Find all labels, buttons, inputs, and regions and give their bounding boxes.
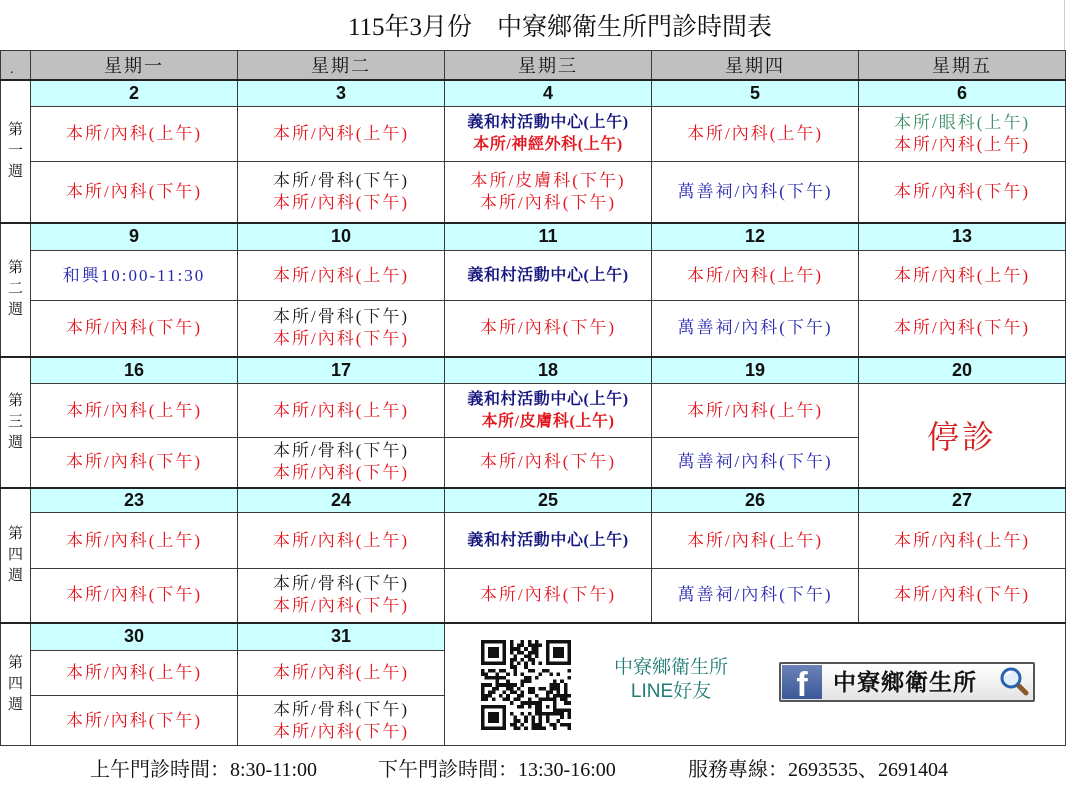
clinic-entry: 萬善祠/內科(下午)	[677, 452, 833, 472]
facebook-page-name: 中寮鄉衛生所	[833, 668, 977, 695]
clinic-entry: 本所/內科(上午)	[65, 663, 203, 682]
date-number: 4	[542, 82, 553, 103]
page-title: 115年3月份 中寮鄉衛生所門診時間表	[347, 14, 773, 41]
date-number: 11	[538, 226, 558, 247]
date-number: 12	[744, 226, 766, 247]
clinic-entry: 本所/骨科(下午)	[272, 307, 410, 327]
weekday-header-tue	[238, 51, 445, 80]
closed-notice: 停診	[926, 419, 997, 456]
clinic-entry: 本所/皮膚科(上午)	[481, 412, 615, 430]
date-number: 9	[128, 226, 139, 247]
clinic-entry: 本所/內科(下午)	[65, 318, 203, 338]
weekday-header-mon	[31, 51, 238, 80]
pm-slot-cell	[859, 569, 1066, 623]
clinic-entry: 本所/骨科(下午)	[272, 441, 410, 461]
clinic-entry: 本所/眼科(上午)	[893, 113, 1031, 132]
week-label-text: 第四週	[7, 525, 23, 584]
date-cell	[652, 488, 859, 513]
date-number: 2	[128, 82, 139, 103]
date-cell	[445, 357, 652, 384]
date-number: 23	[123, 489, 145, 510]
pm-slot-cell	[652, 162, 859, 223]
am-slot-cell	[238, 384, 445, 438]
date-number: 19	[744, 359, 766, 380]
clinic-entry: 本所/內科(上午)	[272, 265, 410, 285]
clinic-entry: 萬善祠/內科(下午)	[677, 585, 833, 605]
am-slot-cell	[445, 251, 652, 301]
clinic-entry: 萬善祠/內科(下午)	[677, 181, 833, 201]
clinic-entry: 本所/內科(上午)	[686, 400, 824, 420]
clinic-entry: 本所/皮膚科(下午)	[470, 170, 626, 190]
pm-slot-cell	[238, 162, 445, 223]
am-slot-cell	[859, 251, 1066, 301]
clinic-entry: 萬善祠/內科(下午)	[677, 318, 833, 338]
pm-slot-cell	[445, 301, 652, 357]
week-label-text: 第四週	[7, 654, 23, 713]
date-number: 30	[123, 626, 145, 647]
date-number: 17	[330, 359, 352, 380]
date-cell	[31, 488, 238, 513]
clinic-entry: 本所/內科(上午)	[272, 663, 410, 682]
clinic-entry: 本所/內科(上午)	[65, 530, 203, 550]
am-row	[1, 251, 1066, 301]
week-label-text: 第三週	[7, 392, 23, 451]
am-slot-cell	[859, 513, 1066, 569]
promo-cell	[445, 623, 1066, 746]
clinic-entry: 本所/內科(下午)	[65, 181, 203, 201]
pm-slot-cell	[238, 301, 445, 357]
date-number: 13	[951, 226, 973, 247]
clinic-entry: 本所/內科(下午)	[65, 710, 203, 730]
am-slot-cell	[859, 107, 1066, 162]
pm-slot-cell	[238, 569, 445, 623]
footer-pm-hours: 下午門診時間：13:30-16:00	[378, 759, 616, 781]
pm-slot-cell	[445, 569, 652, 623]
clinic-entry: 本所/內科(下午)	[479, 452, 617, 472]
weekday-label: 星期四	[725, 55, 785, 76]
clinic-entry: 本所/內科(上午)	[686, 530, 824, 550]
clinic-entry: 本所/內科(下午)	[272, 329, 410, 349]
week-label	[1, 488, 31, 623]
pm-slot-cell	[31, 696, 238, 746]
clinic-entry: 義和村活動中心(上午)	[467, 114, 629, 131]
weekday-header-row	[1, 51, 1066, 80]
date-cell	[859, 488, 1066, 513]
clinic-entry: 本所/內科(上午)	[686, 265, 824, 285]
date-number: 10	[330, 226, 352, 247]
am-row	[1, 384, 1066, 438]
clinic-entry: 本所/內科(上午)	[893, 530, 1031, 550]
clinic-entry: 本所/內科(下午)	[272, 721, 410, 741]
weekday-header-fri	[859, 51, 1066, 80]
clinic-entry: 義和村活動中心(上午)	[467, 390, 629, 408]
weekday-header-thu	[652, 51, 859, 80]
date-number: 25	[537, 489, 559, 510]
pm-slot-cell	[652, 438, 859, 488]
am-row	[1, 513, 1066, 569]
clinic-entry: 本所/內科(下午)	[272, 596, 410, 616]
date-row	[1, 223, 1066, 251]
pm-slot-cell	[31, 438, 238, 488]
am-slot-cell	[238, 107, 445, 162]
clinic-entry: 本所/內科(上午)	[272, 124, 410, 143]
am-slot-cell	[238, 513, 445, 569]
date-cell	[31, 357, 238, 384]
clinic-entry: 和興10:00-11:30	[62, 265, 206, 285]
clinic-entry: 本所/內科(上午)	[272, 400, 410, 420]
date-number: 6	[956, 82, 967, 103]
date-cell	[238, 488, 445, 513]
clinic-entry: 本所/內科(上午)	[893, 135, 1031, 154]
date-cell	[238, 357, 445, 384]
clinic-entry: 本所/內科(下午)	[479, 585, 617, 605]
promo-block	[445, 624, 1064, 744]
clinic-entry: 本所/內科(下午)	[893, 181, 1031, 201]
week-label	[1, 223, 31, 357]
am-slot-cell	[238, 651, 445, 696]
clinic-entry: 本所/神經外科(上午)	[473, 136, 623, 153]
clinic-entry: 義和村活動中心(上午)	[467, 266, 629, 284]
pm-slot-cell	[652, 569, 859, 623]
pm-row	[1, 162, 1066, 223]
week-label	[1, 623, 31, 746]
am-slot-cell	[652, 513, 859, 569]
date-number: 5	[749, 82, 760, 103]
clinic-entry: 本所/內科(下午)	[479, 318, 617, 338]
clinic-entry: 本所/內科(下午)	[272, 192, 410, 212]
pm-slot-cell	[445, 162, 652, 223]
date-number: 18	[537, 359, 559, 380]
date-row	[1, 80, 1066, 107]
am-row	[1, 107, 1066, 162]
footer-am-hours: 上午門診時間：8:30-11:00	[90, 759, 318, 781]
am-slot-cell	[445, 513, 652, 569]
clinic-entry: 本所/內科(上午)	[65, 400, 203, 420]
am-slot-cell	[652, 251, 859, 301]
date-number: 31	[330, 626, 352, 647]
am-slot-cell	[238, 251, 445, 301]
am-slot-cell	[652, 384, 859, 438]
date-cell	[445, 488, 652, 513]
clinic-entry: 本所/內科(下午)	[893, 318, 1031, 338]
pm-slot-cell	[238, 438, 445, 488]
pm-slot-cell	[31, 162, 238, 223]
date-number: 16	[123, 359, 145, 380]
clinic-entry: 本所/內科(上午)	[893, 265, 1031, 285]
weekday-header-wed	[445, 51, 652, 80]
clinic-entry: 義和村活動中心(上午)	[467, 531, 629, 549]
pm-slot-cell	[859, 162, 1066, 223]
date-cell	[31, 623, 238, 651]
corner-mark: .	[10, 61, 14, 77]
search-icon	[998, 667, 1030, 697]
date-number: 24	[330, 489, 352, 510]
am-slot-cell	[445, 384, 652, 438]
date-cell	[652, 223, 859, 251]
clinic-entry: 本所/內科(上午)	[686, 124, 824, 143]
date-cell	[652, 80, 859, 107]
date-cell	[31, 80, 238, 107]
am-slot-cell	[31, 107, 238, 162]
clinic-entry: 本所/內科(下午)	[65, 585, 203, 605]
clinic-entry: 本所/內科(下午)	[65, 452, 203, 472]
schedule-table	[0, 50, 1066, 746]
am-slot-cell	[445, 107, 652, 162]
week-label	[1, 80, 31, 223]
am-slot-cell	[31, 651, 238, 696]
date-number: 27	[951, 489, 973, 510]
header-corner	[1, 51, 31, 80]
date-number: 3	[335, 82, 346, 103]
weekday-label: 星期二	[311, 55, 371, 76]
pm-slot-cell	[652, 301, 859, 357]
date-row	[1, 357, 1066, 384]
line-caption-label: LINE好友	[630, 680, 712, 702]
line-friend-caption	[601, 656, 741, 704]
date-number: 20	[951, 359, 973, 380]
closed-cell	[859, 384, 1066, 488]
footer-phone: 服務專線：2693535、2691404	[688, 759, 948, 781]
week-label-text: 第一週	[7, 121, 23, 180]
am-slot-cell	[31, 384, 238, 438]
date-cell	[445, 80, 652, 107]
date-row	[1, 488, 1066, 513]
am-slot-cell	[31, 251, 238, 301]
date-cell	[31, 223, 238, 251]
facebook-logo-icon: f	[782, 665, 822, 699]
date-number: 26	[744, 489, 766, 510]
date-row	[1, 623, 1066, 651]
clinic-entry: 本所/骨科(下午)	[272, 170, 410, 190]
clinic-entry: 本所/內科(上午)	[272, 530, 410, 550]
date-cell	[859, 223, 1066, 251]
date-cell	[238, 623, 445, 651]
qr-code	[481, 640, 571, 730]
pm-slot-cell	[238, 696, 445, 746]
pm-slot-cell	[445, 438, 652, 488]
pm-row	[1, 301, 1066, 357]
sheet-gridline	[1064, 0, 1065, 50]
line-caption-name: 中寮鄉衛生所	[613, 656, 728, 678]
clinic-entry: 本所/內科(下午)	[479, 192, 617, 212]
weekday-label: 星期一	[104, 55, 164, 76]
date-cell	[859, 357, 1066, 384]
clinic-entry: 本所/骨科(下午)	[272, 574, 410, 594]
date-cell	[445, 223, 652, 251]
pm-slot-cell	[31, 301, 238, 357]
week-label-text: 第二週	[7, 260, 23, 318]
clinic-entry: 本所/內科(上午)	[65, 124, 203, 143]
weekday-label: 星期三	[518, 55, 578, 76]
clinic-entry: 本所/內科(下午)	[893, 585, 1031, 605]
pm-slot-cell	[859, 301, 1066, 357]
date-cell	[238, 223, 445, 251]
week-label	[1, 357, 31, 488]
am-slot-cell	[31, 513, 238, 569]
date-cell	[652, 357, 859, 384]
clinic-entry: 本所/內科(下午)	[272, 463, 410, 483]
pm-slot-cell	[31, 569, 238, 623]
clinic-entry: 本所/骨科(下午)	[272, 699, 410, 719]
facebook-search-bar	[779, 662, 1035, 702]
pm-row	[1, 569, 1066, 623]
weekday-label: 星期五	[932, 55, 992, 76]
am-slot-cell	[652, 107, 859, 162]
date-cell	[859, 80, 1066, 107]
schedule-body	[1, 80, 1066, 746]
date-cell	[238, 80, 445, 107]
